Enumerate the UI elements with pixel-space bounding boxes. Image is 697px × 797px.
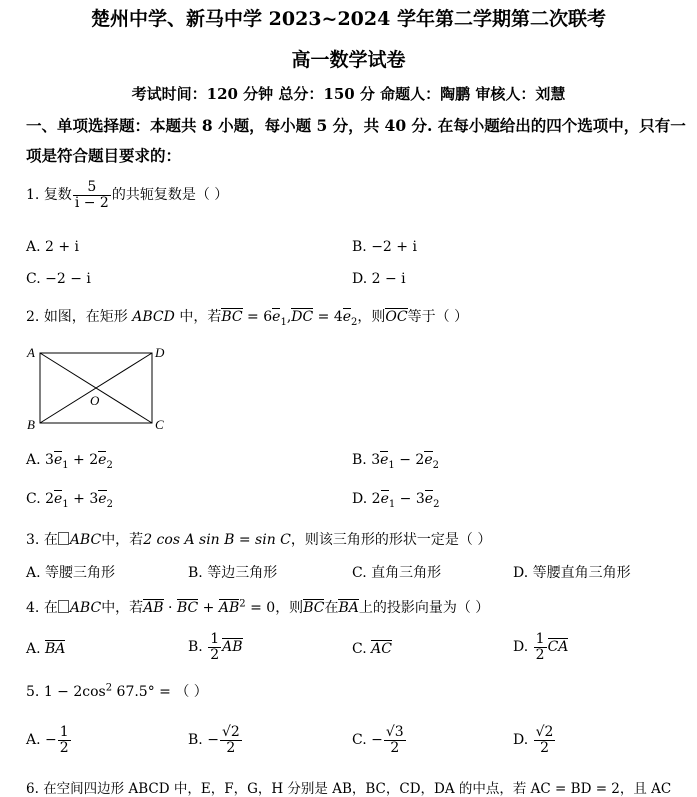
exam-title: 楚州中学、新马中学 2023~2024 学年第二学期第二次联考 <box>91 8 606 30</box>
question-1 <box>26 180 228 210</box>
q1-option-b[interactable]: B. −2 + i <box>352 239 417 255</box>
q5-option-a[interactable]: A. − $\frac{1}{2}$ <box>26 724 69 756</box>
exam-info: 考试时间：120 分钟 总分：150 分 命题人：陶鹏 审核人：刘慧 <box>131 85 566 103</box>
q4-option-b[interactable]: B. $\frac{1}{2}$ AB <box>188 631 243 663</box>
fraction: $\frac{5}{i - 2}$ <box>74 179 109 211</box>
q2-option-b[interactable]: B. $3e_1 - 2e_2$ <box>352 452 440 471</box>
vertex-c-label: C <box>155 417 164 432</box>
exam-subtitle: 高一数学试卷 <box>291 49 406 71</box>
q2-option-c[interactable]: C. $2e_1 + 3e_2$ <box>26 491 113 510</box>
question-text: 复数 <box>43 187 72 204</box>
q4-option-c[interactable]: C. AC <box>352 641 392 657</box>
q1-option-a[interactable]: A. 2 + i <box>26 239 80 255</box>
q2-option-a[interactable]: A. $3e_1 + 2e_2$ <box>26 452 113 471</box>
question-5: 5. $1 - 2\cos^2$ 67.5° = （ ） <box>26 682 208 700</box>
question-number: 1. <box>26 187 40 204</box>
q4-option-a[interactable]: A. BA <box>26 641 66 657</box>
question-6: 6. 在空间四边形 ABCD 中，E，F，G，H 分别是 AB，BC，CD，DA 的中点，若 AC = BD = 2，且 AC <box>26 781 672 797</box>
question-2: 2. 如图，在矩形 ABCD 中，若BC = $6e_1,DC = 4e_2$，则OC等于（ ） <box>26 309 469 328</box>
q5-option-c[interactable]: C. − $\frac{√3}{2}$ <box>352 724 404 756</box>
q1-option-c[interactable]: C. −2 − i <box>26 271 91 287</box>
q5-option-d[interactable]: D. $\frac{√2}{2}$ <box>513 724 554 756</box>
triangle-symbol <box>58 532 69 545</box>
section-heading-line2: 项是符合题目要求的： <box>26 146 182 165</box>
center-o-label: O <box>90 393 100 408</box>
q4-option-d[interactable]: D. $\frac{1}{2}$ CA <box>513 631 569 663</box>
question-text: 的共轭复数是（ ） <box>111 187 229 204</box>
q5-option-b[interactable]: B. − $\frac{√2}{2}$ <box>188 724 240 756</box>
vertex-b-label: B <box>27 417 35 432</box>
q3-option-d[interactable]: D. 等腰直角三角形 <box>513 565 631 581</box>
question-4: 4. 在 ABC中，若AB · BC + $AB^2 = 0$，则BC在BA上的投影向量为（ ） <box>26 598 490 616</box>
q2-option-d[interactable]: D. $2e_1 - 3e_2$ <box>352 491 440 510</box>
section-heading-line1: 一、单项选择题：本题共 8 小题，每小题 5 分，共 40 分. 在每小题给出的四个选项中，只有一 <box>26 116 686 135</box>
q3-option-a[interactable]: A. 等腰三角形 <box>26 565 116 581</box>
question-3: 3. 在 ABC中，若2 cos A sin B = sin C，则该三角形的形状一定是（ ） <box>26 532 492 548</box>
triangle-symbol <box>58 600 69 613</box>
q3-option-b[interactable]: B. 等边三角形 <box>188 565 278 581</box>
rectangle-diagram <box>24 343 174 435</box>
q3-option-c[interactable]: C. 直角三角形 <box>352 565 442 581</box>
vertex-d-label: D <box>155 345 165 360</box>
vertex-a-label: A <box>27 345 35 360</box>
q1-option-d[interactable]: D. 2 − i <box>352 271 406 287</box>
